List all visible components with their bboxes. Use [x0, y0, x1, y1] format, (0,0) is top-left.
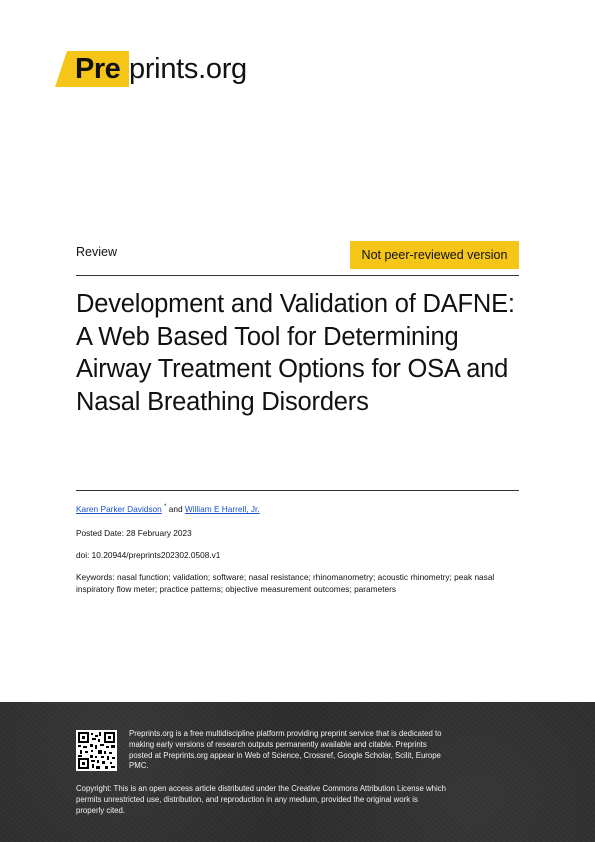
qr-code-icon[interactable]	[76, 730, 117, 771]
posted-date: Posted Date: 28 February 2023	[76, 528, 192, 538]
peer-review-status-badge: Not peer-reviewed version	[350, 241, 519, 269]
article-type-label: Review	[76, 245, 117, 259]
author-link-davidson[interactable]: Karen Parker Davidson	[76, 504, 162, 514]
platform-description: Preprints.org is a free multidiscipline platform providing preprint service that is dedicated to making early versions of research outputs permanently available and citable. Preprints posted at Preprints.org appear in Web of Science, Crossref, Google Scholar, Scilit, Europe PMC.	[129, 729, 442, 771]
doi-text: doi: 10.20944/preprints202302.0508.v1	[76, 550, 221, 560]
logo-text-regular: prints.org	[129, 53, 247, 85]
middle-divider	[76, 490, 519, 491]
copyright-notice: Copyright: This is an open access article distributed under the Creative Commons Attribution License which permits unrestricted use, distribution, and reproduction in any medium, provided the original work is properly cited.	[76, 784, 446, 815]
logo-text-bold: Pre	[75, 53, 121, 85]
keywords-text: Keywords: nasal function; validation; software; nasal resistance; rhinomanometry; acoustic rhinometry; peak nasal inspiratory flow meter; practice patterns; objective measurement outcomes; parameters	[76, 572, 495, 594]
author-list	[76, 504, 260, 514]
footer-banner	[0, 702, 595, 842]
author-link-harrell[interactable]: William E Harrell, Jr.	[184, 504, 260, 514]
author-connector: and	[168, 504, 183, 514]
top-divider	[76, 275, 519, 276]
preprints-logo[interactable]	[55, 51, 285, 87]
corresponding-author-mark: *	[164, 504, 167, 511]
article-title: Development and Validation of DAFNE: A Web Based Tool for Determining Airway Treatment Options for OSA and Nasal Breathing Disorders	[76, 290, 515, 416]
